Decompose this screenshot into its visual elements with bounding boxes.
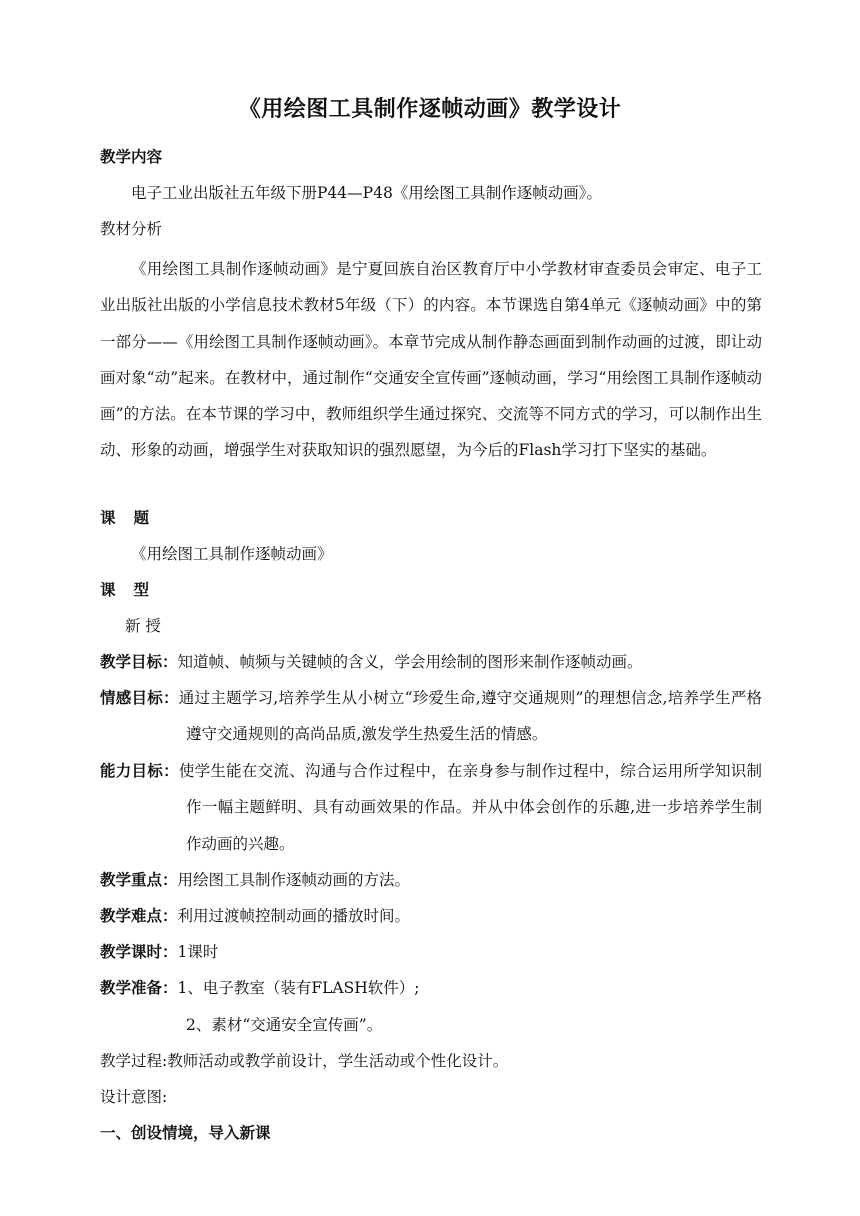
teaching-hours (100, 940, 218, 964)
teaching-difficulty-label: 教学难点： (100, 906, 178, 925)
ability-goal-text: 使学生能在交流、沟通与合作过程中，在亲身参与制作过程中，综合运用所学知识制作一幅主题鲜明、具有动画效果的作品。并从中体会创作的乐趣,进一步培养学生制作动画的兴趣。 (178, 762, 762, 853)
teaching-preparation-item-1: 1、电子教室（装有FLASH软件）; (177, 979, 420, 997)
teaching-preparation (100, 976, 419, 1000)
teaching-difficulty-text: 利用过渡帧控制动画的播放时间。 (177, 907, 411, 925)
teaching-focus-text: 用绘图工具制作逐帧动画的方法。 (177, 871, 411, 889)
teaching-goal-label: 教学目标： (100, 652, 178, 671)
lesson-type-text: 新 授 (125, 617, 161, 635)
material-analysis-text: 《用绘图工具制作逐帧动画》是宁夏回族自治区教育厅中小学教材审查委员会审定、电子工业出版社出版的小学信息技术教材5年级（下）的内容。本节课选自第4单元《逐帧动画》中的第一部分——《用绘图工具制作逐帧动画》。本章节完成从制作静态画面到制作动画的过渡，即让动画对象“动”起来。在教材中，通过制作“交通安全宣传画”逐帧动画，学习“用绘图工具制作逐帧动画”的方法。在本节课的学习中，教师组织学生通过探究、交流等不同方式的学习，可以制作出生动、形象的动画，增强学生对获取知识的强烈愿望，为今后的Flash学习打下坚实的基础。 (100, 260, 762, 460)
heading-teaching-content: 教学内容 (100, 147, 163, 166)
emotion-goal (100, 680, 762, 753)
heading-topic: 课题 (100, 508, 168, 527)
teaching-hours-label: 教学课时： (100, 942, 178, 961)
teaching-preparation-label: 教学准备： (100, 978, 178, 997)
document-title: 《用绘图工具制作逐帧动画》教学设计 (238, 96, 622, 122)
teaching-content-text: 电子工业出版社五年级下册P44—P48《用绘图工具制作逐帧动画》。 (131, 184, 603, 202)
heading-lesson-type: 课型 (100, 580, 168, 599)
heading-material-analysis: 教材分析 (100, 220, 163, 238)
teaching-goal (100, 650, 643, 674)
teaching-difficulty (100, 904, 410, 928)
teaching-preparation-item-2: 2、素材“交通安全宣传画”。 (186, 1016, 383, 1034)
teaching-process-text: 教学过程:教师活动或教学前设计，学生活动或个性化设计。 (100, 1052, 509, 1070)
topic-text: 《用绘图工具制作逐帧动画》 (131, 545, 333, 563)
ability-goal (100, 753, 762, 862)
design-intent-text: 设计意图: (100, 1088, 168, 1106)
teaching-hours-text: 1课时 (177, 943, 219, 961)
ability-goal-label: 能力目标： (100, 761, 179, 780)
emotion-goal-label: 情感目标： (100, 688, 179, 707)
teaching-goal-text: 知道帧、帧频与关键帧的含义，学会用绘制的图形来制作逐帧动画。 (177, 653, 643, 671)
emotion-goal-text: 通过主题学习,培养学生从小树立“珍爱生命,遵守交通规则”的理想信念,培养学生严格遵守交通规则的高尚品质,激发学生热爱生活的情感。 (178, 689, 762, 744)
teaching-focus (100, 868, 410, 892)
teaching-focus-label: 教学重点： (100, 870, 178, 889)
heading-part-one: 一、创设情境，导入新课 (100, 1123, 271, 1142)
